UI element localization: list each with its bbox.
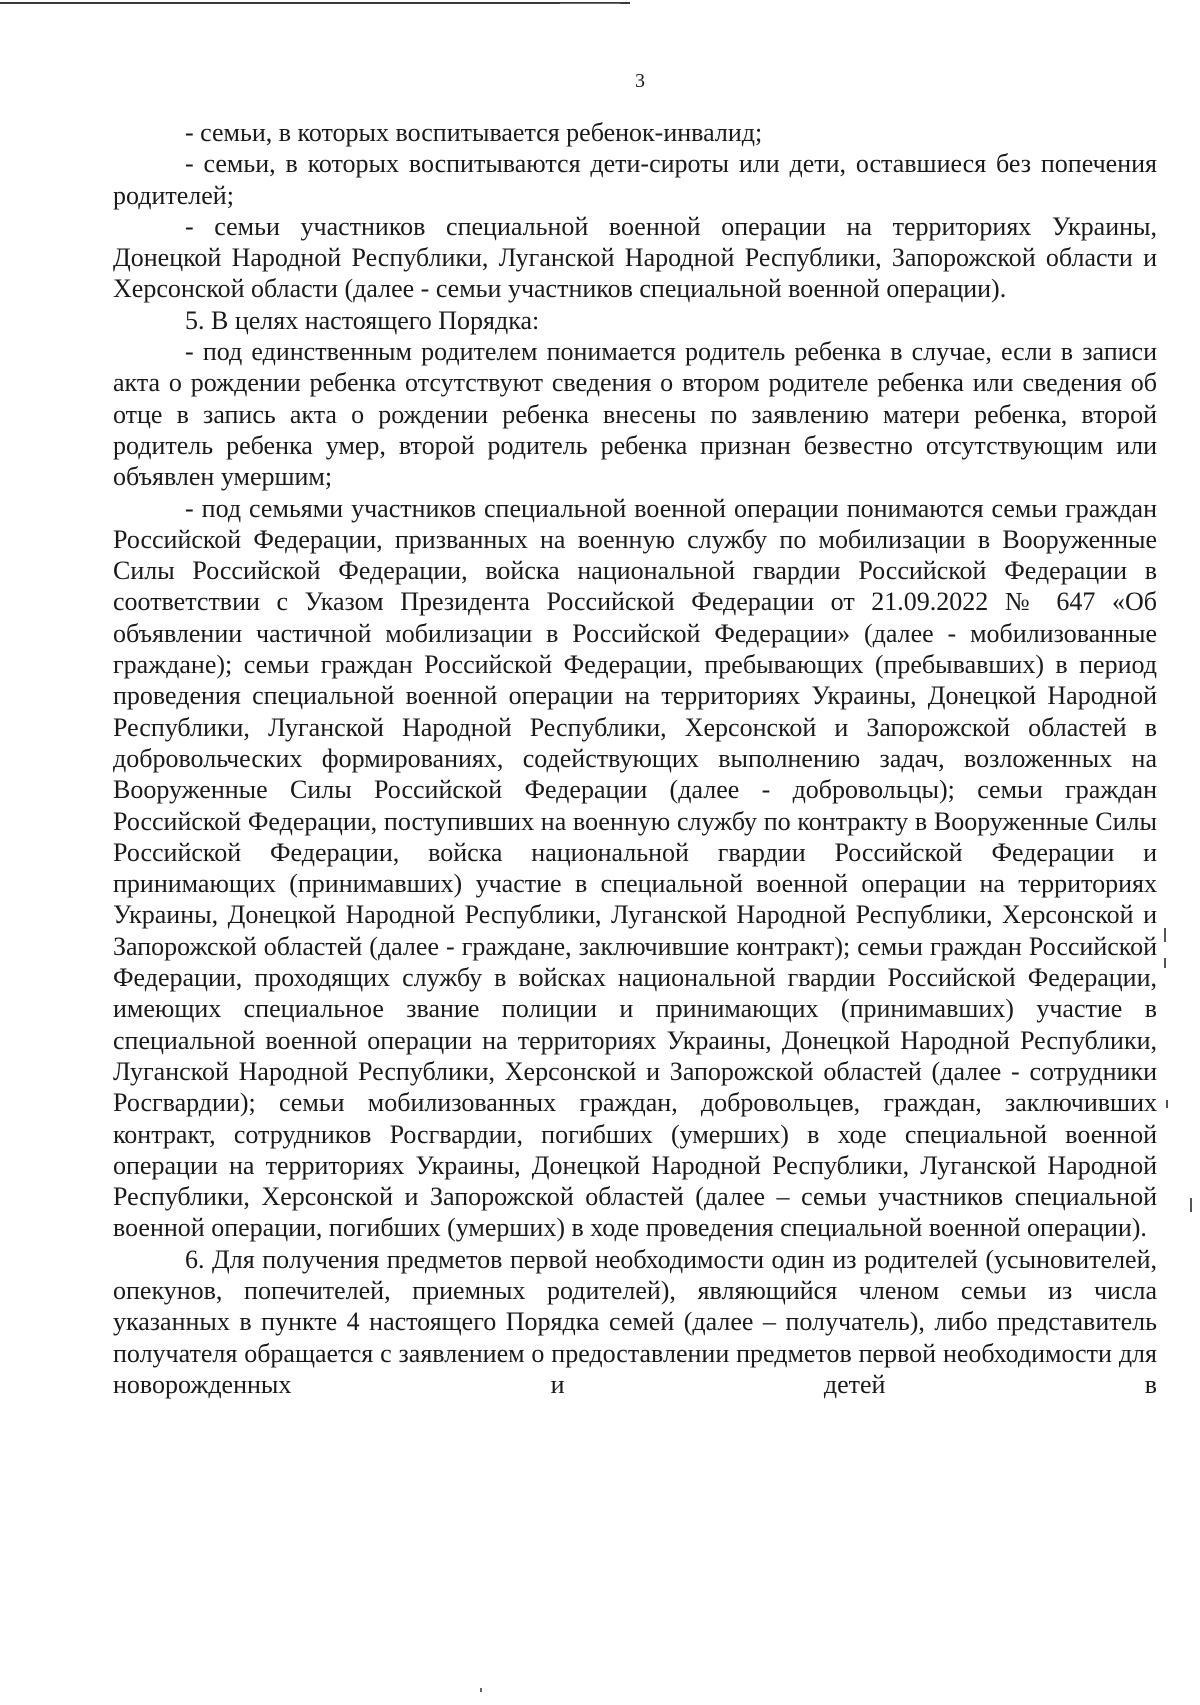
paragraph-svo-families: - семьи участников специальной военной операции на территориях Украины, Донецкой Народной Республики, Луганской Народной Республики, Запорожской области и Херсонской области (далее - семьи участников специальной военной операции). (113, 211, 1157, 304)
page-number: 3 (635, 70, 645, 92)
paragraph-svo-definition: - под семьями участников специальной военной операции понимаются семьи граждан Российской Федерации, призванных на военную службу по мобилизации в Вооруженные Силы Российской Федерации, войска национальной гвардии Российской Федерации в соответствии с Указом Президента Российской Федерации от 21.09.2022 № 647 «Об объявлении частичной мобилизации в Российской Федерации» (далее - мобилизованные граждане); семьи граждан Российской Федерации, пребывающих (пребывавших) в период проведения специальной военной операции на территориях Украины, Донецкой Народной Республики, Луганской Народной Республики, Херсонской и Запорожской областей в добровольческих формированиях, содействующих выполнению задач, возложенных на Вооруженные Силы Российской Федерации (далее - добровольцы); семьи граждан Российской Федерации, поступивших на военную службу по контракту в Вооруженные Силы Российской Федерации, войска национальной гвардии Российской Федерации и принимающих (принимавших) участие в специальной военной операции на территориях Украины, Донецкой Народной Республики, Луганской Народной Республики, Херсонской и Запорожской областей (далее - граждане, заключившие контракт); семьи граждан Российской Федерации, проходящих службу в войсках национальной гвардии Российской Федерации, имеющих специальное звание полиции и принимающих (принимавших) участие в специальной военной операции на территориях Украины, Донецкой Народной Республики, Луганской Народной Республики, Херсонской и Запорожской областей (далее - сотрудники Росгвардии); семьи мобилизованных граждан, добровольцев, граждан, заключивших контракт, сотрудников Росгвардии, погибших (умерших) в ходе специальной военной операции на территориях Украины, Донецкой Народной Республики, Луганской Народной Республики, Херсонской и Запорожской областей (далее – семьи участников специальной военной операции, погибших (умерших) в ходе проведения специальной военной операции). (113, 493, 1157, 1243)
paragraph-disabled-child: - семьи, в которых воспитывается ребенок-инвалид; (185, 118, 763, 147)
paragraph-section-5: 5. В целях настоящего Порядка: (185, 305, 540, 335)
scan-margin-mark (1164, 958, 1166, 968)
paragraph-section-6: 6. Для получения предметов первой необходимости один из родителей (усыновителей, опекунов, попечителей, приемных родителей), являющийся членом семьи из числа указанных в пункте 4 настоящего Порядка семей (далее – получатель), либо представитель получателя обращается с заявлением о предоставлении предметов первой необходимости для новорожденных и детей в (113, 1244, 1157, 1399)
scan-margin-mark (1164, 928, 1166, 942)
scan-edge-line-secondary (560, 3, 620, 4)
paragraph-orphans: - семьи, в которых воспитываются дети-сироты или дети, оставшиеся без попечения родителей; (113, 149, 1157, 210)
scan-margin-mark (1166, 1100, 1168, 1108)
scan-edge-line (0, 2, 630, 4)
document-body (113, 117, 1157, 1400)
scan-margin-mark (1190, 1198, 1192, 1212)
paragraph-single-parent: - под единственным родителем понимается родитель ребенка в случае, если в записи акта о рождении ребенка отсутствуют сведения о втором родителе ребенка или сведения об отце в запись акта о рождении ребенка внесены по заявлению матери ребенка, второй родитель ребенка умер, второй родитель ребенка признан безвестно отсутствующим или объявлен умершим; (113, 337, 1157, 492)
scan-artifact (480, 1688, 482, 1692)
